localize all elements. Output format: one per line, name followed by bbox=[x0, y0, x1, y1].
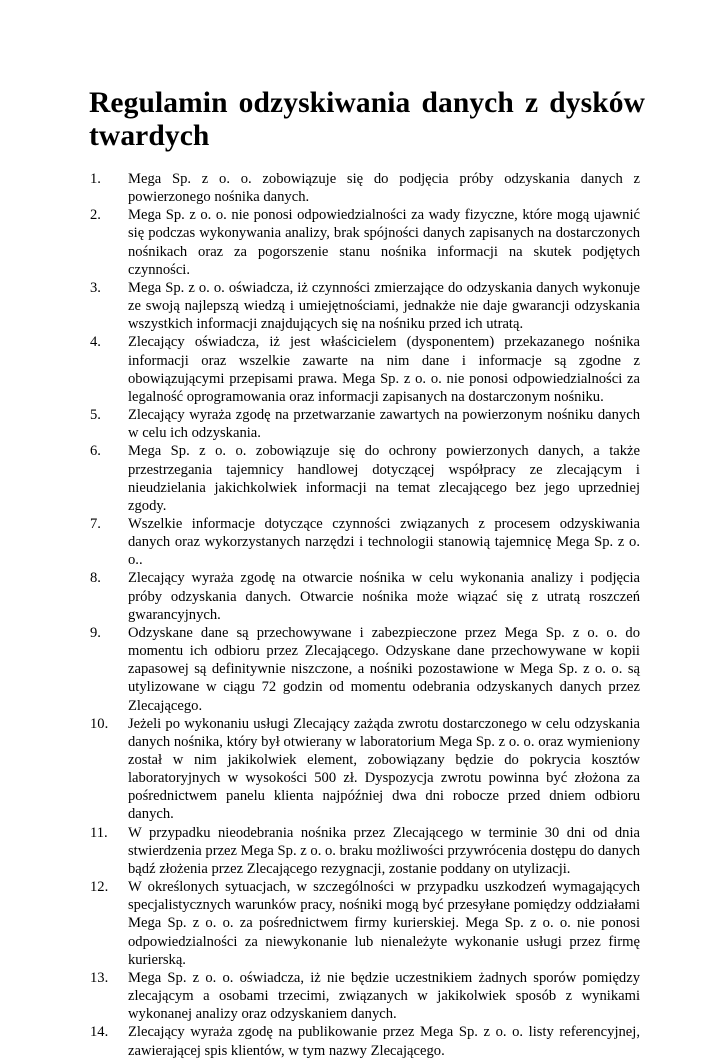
item-number: 6. bbox=[90, 443, 101, 460]
list-item bbox=[90, 406, 640, 442]
item-number: 3. bbox=[90, 279, 101, 296]
document-title bbox=[89, 87, 645, 153]
item-number: 13. bbox=[90, 969, 109, 986]
item-number: 9. bbox=[90, 624, 101, 641]
item-number: 5. bbox=[90, 407, 101, 424]
item-text: Wszelkie informacje dotyczące czynności związanych z procesem odzyskiwania danych oraz wykorzystanych narzędzi i technologii stanowią tajemnicę Mega Sp. z o. o.. bbox=[128, 515, 640, 569]
list-item bbox=[90, 824, 640, 878]
list-item bbox=[90, 715, 640, 824]
item-number: 12. bbox=[90, 879, 109, 896]
list-item bbox=[90, 442, 640, 515]
item-text: W przypadku nieodebrania nośnika przez Zlecającego w terminie 30 dni od dnia stwierdzenia przez Mega Sp. z o. o. braku możliwości przywrócenia dostępu do danych bądź złożenia przez Zlecającego rezygnacji, zostanie poddany on utylizacji. bbox=[128, 824, 640, 877]
item-text: Zlecający oświadcza, iż jest właścicielem (dysponentem) przekazanego nośnika informacji oraz wszelkie zawarte na nim dane i informacje są zgodne z obowiązującymi przepisami prawa. Mega Sp. z o. o. nie ponosi odpowiedzialności za legalność oprogramowania oraz informacji zapisanych na dostarczonym nośniku. bbox=[128, 334, 640, 405]
title-line-2: twardych bbox=[89, 120, 210, 152]
regulation-list bbox=[90, 170, 640, 1060]
item-text: Mega Sp. z o. o. oświadcza, iż nie będzie uczestnikiem żadnych sporów pomiędzy zlecającym a osobami trzecimi, związanych w jakikolwiek sposób z wynikami wykonanej analizy oraz odzyskaniem danych. bbox=[128, 969, 640, 1023]
item-text: Mega Sp. z o. o. nie ponosi odpowiedzialności za wady fizyczne, które mogą ujawnić się podczas wykonywania analizy, brak spójności danych zapisanych na dostarczonych nośnikach oraz za pogorszenie stanu nośnika informacji na skutek podjętych czynności. bbox=[128, 207, 640, 278]
title-line-1: Regulamin odzyskiwania danych z dysków bbox=[89, 87, 645, 119]
list-item bbox=[90, 624, 640, 715]
item-number: 2. bbox=[90, 207, 101, 224]
item-number: 4. bbox=[90, 334, 101, 351]
list-item bbox=[90, 170, 640, 206]
item-text: W określonych sytuacjach, w szczególności w przypadku uszkodzeń wymagających specjalistycznych warunków pracy, nośniki mogą być przesyłane pomiędzy oddziałami Mega Sp. z o. o. za pośrednictwem firmy kurierskiej. Mega Sp. z o. o. nie ponosi odpowiedzialności za niewykonanie lub nienależyte wykonanie usługi przez firmę kurierską. bbox=[128, 879, 640, 968]
list-item bbox=[90, 515, 640, 569]
item-number: 8. bbox=[90, 570, 101, 587]
list-item bbox=[90, 969, 640, 1023]
item-number: 1. bbox=[90, 171, 101, 187]
item-text: Mega Sp. z o. o. oświadcza, iż czynności zmierzające do odzyskania danych wykonuje ze swoją najlepszą wiedzą i umiejętnościami, jednakże nie daje gwarancji odzyskania wszystkich informacji znajdujących się na nośniku przed ich utratą. bbox=[128, 279, 640, 333]
item-text: Odzyskane dane są przechowywane i zabezpieczone przez Mega Sp. z o. o. do momentu ich odbioru przez Zlecającego. Odzyskane dane przechowywane w kopii zapasowej są definitywnie niszczone, a nośniki pozostawione w Mega Sp. z o. o. są utylizowane w ciągu 72 godzin od momentu odebrania odzyskanych danych przez Zlecającego. bbox=[128, 624, 640, 714]
item-number: 10. bbox=[90, 715, 109, 732]
list-item bbox=[90, 1023, 640, 1059]
item-number: 14. bbox=[90, 1024, 109, 1041]
item-text: Zlecający wyraża zgodę na publikowanie przez Mega Sp. z o. o. listy referencyjnej, zawierającej spis klientów, w tym nazwy Zlecającego. bbox=[128, 1024, 640, 1059]
item-text: Zlecający wyraża zgodę na otwarcie nośnika w celu wykonania analizy i podjęcia próby odzyskania danych. Otwarcie nośnika może wiązać się z utratą roszczeń gwarancyjnych. bbox=[128, 570, 640, 623]
list-item bbox=[90, 878, 640, 969]
list-item bbox=[90, 569, 640, 623]
item-number: 11. bbox=[90, 824, 108, 841]
list-item bbox=[90, 333, 640, 406]
item-text: Jeżeli po wykonaniu usługi Zlecający zażąda zwrotu dostarczonego w celu odzyskania danych nośnika, który był otwierany w laboratorium Mega Sp. z o. o. oraz wymieniony został w nim jakikolwiek element, zobowiązany będzie do pokrycia kosztów laboratoryjnych w wysokości 500 zł. Dyspozycja zwrotu powinna być złożona za pośrednictwem panelu klienta najpóźniej dwa dni robocze przed dniem odbioru danych. bbox=[128, 715, 640, 823]
item-text: Mega Sp. z o. o. zobowiązuje się do ochrony powierzonych danych, a także przestrzegania tajemnicy handlowej dotyczącej współpracy ze zlecającym i nieudzielania jakichkolwiek informacji na temat zlecającego bez jego uprzedniej zgody. bbox=[128, 443, 640, 514]
list-item bbox=[90, 206, 640, 279]
list-item bbox=[90, 279, 640, 333]
item-text: Zlecający wyraża zgodę na przetwarzanie zawartych na powierzonym nośniku danych w celu ich odzyskania. bbox=[128, 407, 640, 442]
item-number: 7. bbox=[90, 515, 101, 532]
item-text: Mega Sp. z o. o. zobowiązuje się do podjęcia próby odzyskania danych z powierzonego nośnika danych. bbox=[128, 171, 640, 206]
